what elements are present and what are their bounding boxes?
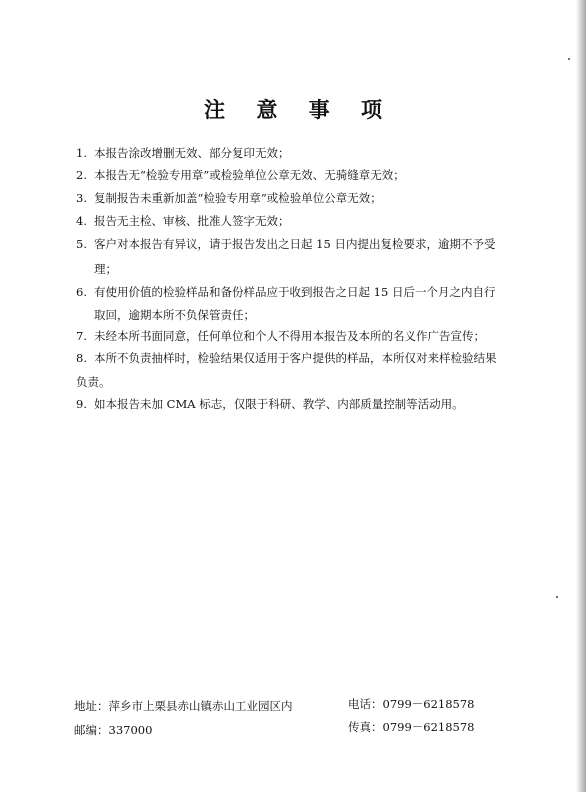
item-number: 7. xyxy=(76,329,87,343)
item-text: 本所不负责抽样时，检验结果仅适用于客户提供的样品，本所仅对来样检验结果 xyxy=(94,351,497,365)
item-number: 6. xyxy=(76,285,87,299)
notice-item-1 xyxy=(76,142,290,164)
item-number: 3. xyxy=(76,191,87,205)
notice-item-8-continuation: 负责。 xyxy=(76,375,111,389)
footer-phone: 电话：0799－6218578 xyxy=(348,697,475,711)
footer-postcode: 邮编：337000 xyxy=(74,723,153,737)
item-number: 4. xyxy=(76,214,87,228)
page-title: 注 意 事 项 xyxy=(204,97,394,122)
notice-item-9 xyxy=(76,393,464,415)
notice-item-5 xyxy=(76,233,495,255)
item-number: 1. xyxy=(76,146,87,160)
footer-address: 地址：萍乡市上栗县赤山镇赤山工业园区内 xyxy=(74,699,293,713)
footer-fax: 传真：0799－6218578 xyxy=(348,720,475,734)
item-number: 5. xyxy=(76,237,87,251)
item-number: 9. xyxy=(76,397,87,411)
notice-item-4 xyxy=(76,210,290,232)
notice-item-7 xyxy=(76,325,485,347)
item-text: 客户对本报告有异议，请于报告发出之日起 15 日内提出复检要求，逾期不予受 xyxy=(94,237,496,251)
item-number: 2. xyxy=(76,168,87,182)
notice-item-3 xyxy=(76,187,382,209)
item-text: 复制报告未重新加盖“检验专用章”或检验单位公章无效； xyxy=(94,191,382,205)
notice-item-6 xyxy=(76,281,495,303)
item-text: 如本报告未加 CMA 标志，仅限于科研、教学、内部质量控制等活动用。 xyxy=(94,397,464,411)
notice-item-5-continuation: 理； xyxy=(94,262,117,276)
item-number: 8. xyxy=(76,351,87,365)
scan-speck xyxy=(568,58,570,60)
item-text: 有使用价值的检验样品和备份样品应于收到报告之日起 15 日后一个月之内自行 xyxy=(94,285,496,299)
item-text: 报告无主检、审核、批准人签字无效； xyxy=(94,214,290,228)
item-text: 本报告涂改增删无效、部分复印无效； xyxy=(94,146,290,160)
item-text: 本报告无“检验专用章”或检验单位公章无效、无骑缝章无效； xyxy=(94,168,405,182)
scan-speck xyxy=(556,596,558,598)
notice-item-8 xyxy=(76,347,497,369)
notice-item-6-continuation: 取回，逾期本所不负保管责任； xyxy=(94,308,255,322)
notice-item-2 xyxy=(76,164,405,186)
item-text: 未经本所书面同意，任何单位和个人不得用本报告及本所的名义作广告宣传； xyxy=(94,329,485,343)
